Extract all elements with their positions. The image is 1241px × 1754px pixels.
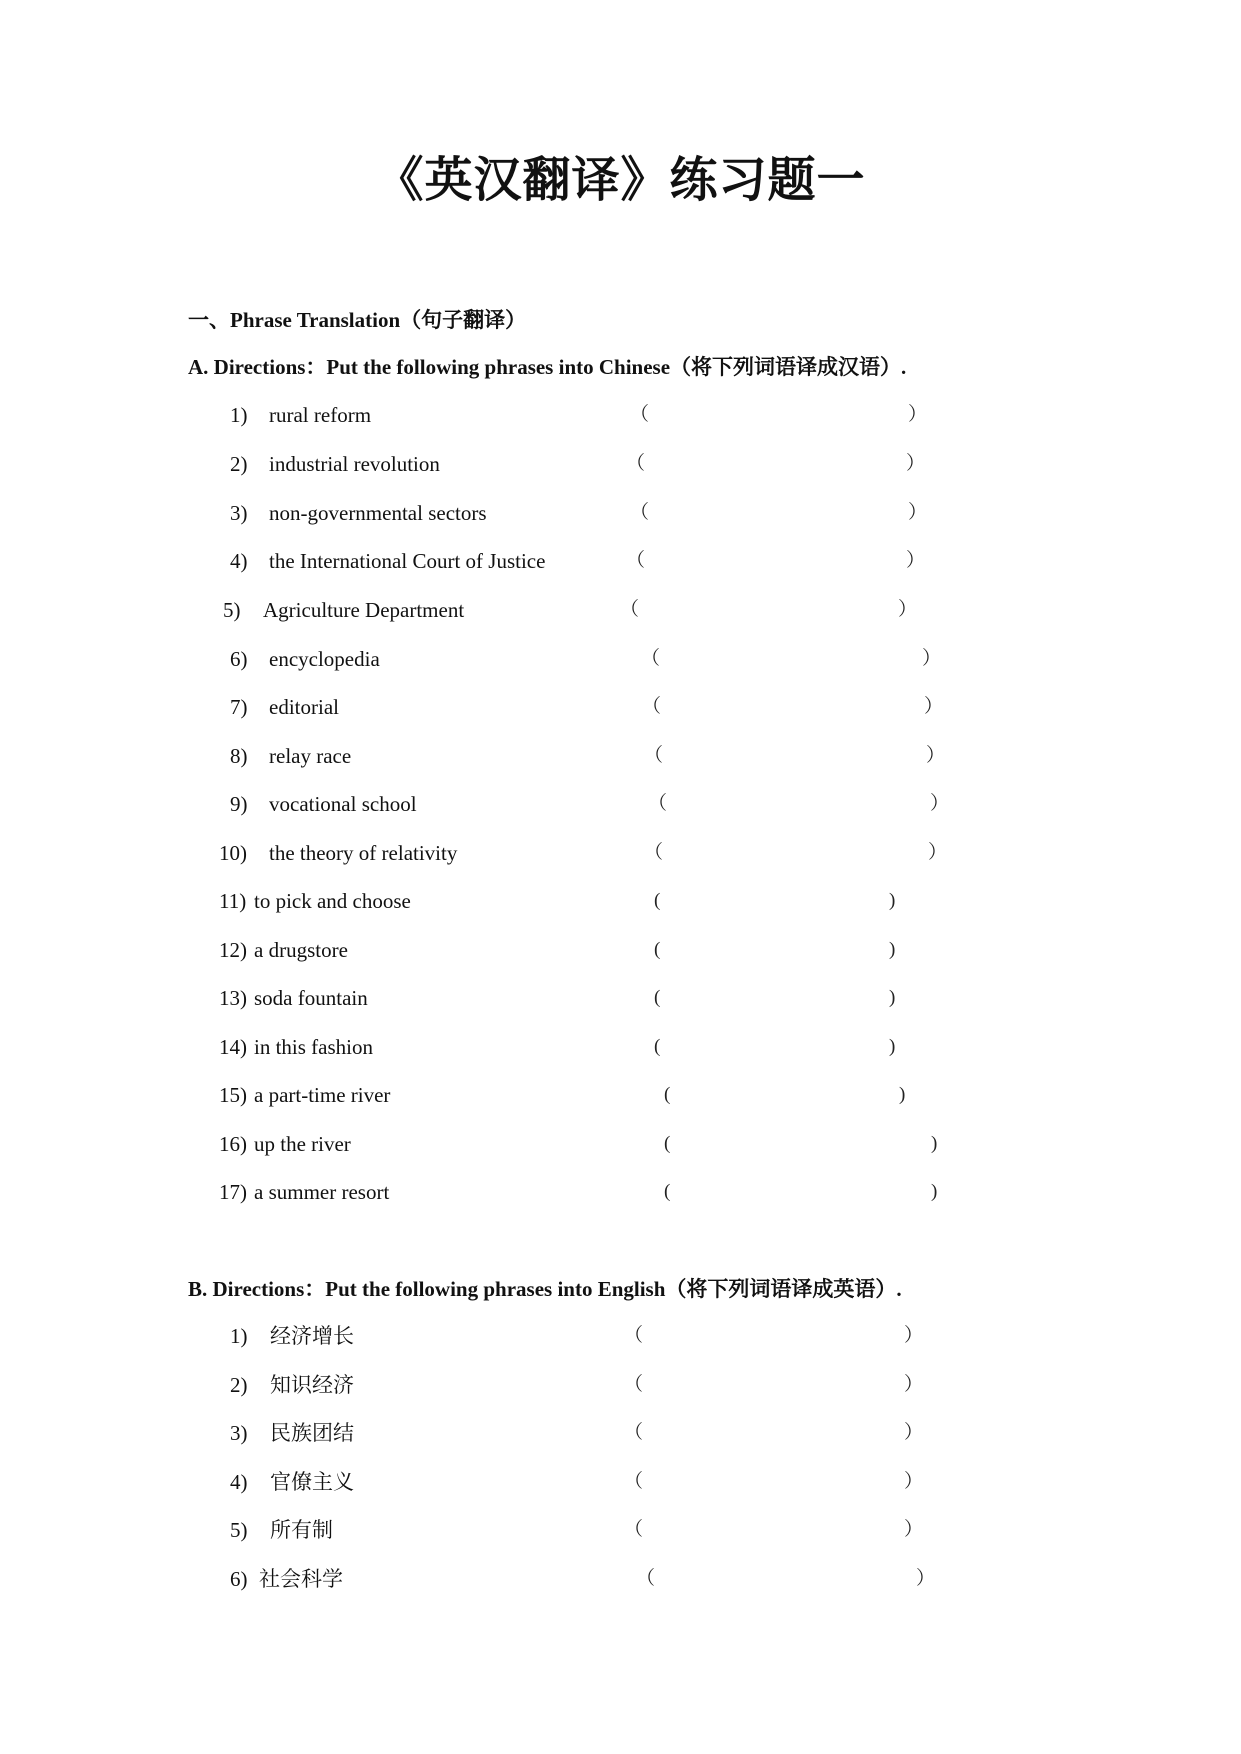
answer-close-paren: ）	[904, 1471, 924, 1492]
item-phrase: encyclopedia	[269, 647, 380, 671]
item-number: 7)	[230, 695, 248, 719]
item-number: 14)	[219, 1035, 247, 1059]
answer-open-paren: (	[664, 1133, 671, 1154]
answer-open-paren: （	[624, 1471, 644, 1492]
answer-close-paren: ）	[908, 404, 928, 425]
answer-open-paren: （	[626, 550, 646, 571]
item-number: 4)	[230, 1470, 248, 1494]
answer-open-paren: （	[620, 599, 640, 620]
answer-close-paren: )	[889, 939, 896, 960]
answer-open-paren: (	[654, 939, 661, 960]
answer-open-paren: （	[636, 1568, 656, 1589]
answer-close-paren: ）	[916, 1568, 936, 1589]
item-number: 2)	[230, 1373, 248, 1397]
answer-open-paren: （	[624, 1325, 644, 1346]
document-title: 《英汉翻译》练习题一	[375, 152, 866, 208]
item-phrase: 经济增长	[270, 1324, 354, 1348]
answer-close-paren: ）	[930, 793, 950, 814]
answer-open-paren: （	[626, 453, 646, 474]
answer-open-paren: （	[624, 1422, 644, 1443]
item-phrase: industrial revolution	[269, 452, 440, 476]
item-number: 8)	[230, 744, 248, 768]
answer-close-paren: ）	[928, 842, 948, 863]
item-phrase: rural reform	[269, 403, 372, 427]
answer-close-paren: ）	[906, 550, 926, 571]
item-phrase: up the river	[254, 1132, 351, 1156]
item-number: 1)	[230, 1324, 248, 1348]
answer-open-paren: （	[624, 1519, 644, 1540]
answer-open-paren: (	[664, 1181, 671, 1202]
answer-open-paren: (	[654, 987, 661, 1008]
item-number: 13)	[219, 986, 247, 1010]
item-phrase: 所有制	[270, 1518, 333, 1542]
item-phrase: a summer resort	[254, 1180, 390, 1204]
answer-open-paren: （	[644, 842, 664, 863]
item-number: 5)	[223, 598, 241, 622]
item-number: 2)	[230, 452, 248, 476]
item-number: 4)	[230, 549, 248, 573]
answer-open-paren: (	[664, 1084, 671, 1105]
item-number: 9)	[230, 792, 248, 816]
item-number: 12)	[219, 938, 247, 962]
item-phrase: 知识经济	[270, 1373, 354, 1397]
answer-close-paren: ）	[906, 453, 926, 474]
item-phrase: Agriculture Department	[263, 598, 465, 622]
answer-close-paren: ）	[904, 1519, 924, 1540]
answer-close-paren: )	[931, 1133, 938, 1154]
item-number: 5)	[230, 1518, 248, 1542]
part-b-directions: B. Directions：Put the following phrases into English（将下列词语译成英语）.	[188, 1277, 902, 1301]
answer-open-paren: （	[641, 648, 661, 669]
item-phrase: a drugstore	[254, 938, 348, 962]
item-phrase: 民族团结	[270, 1421, 354, 1445]
item-phrase: 社会科学	[259, 1567, 343, 1591]
answer-close-paren: ）	[904, 1325, 924, 1346]
item-number: 6)	[230, 647, 248, 671]
answer-close-paren: ）	[904, 1422, 924, 1443]
item-phrase: editorial	[269, 695, 339, 719]
answer-open-paren: (	[654, 890, 661, 911]
answer-open-paren: （	[642, 696, 662, 717]
item-phrase: 官僚主义	[270, 1470, 354, 1494]
item-number: 6)	[230, 1567, 248, 1591]
answer-open-paren: （	[644, 745, 664, 766]
item-number: 16)	[219, 1132, 247, 1156]
item-phrase: to pick and choose	[254, 889, 411, 913]
item-number: 11)	[219, 889, 247, 913]
item-number: 1)	[230, 403, 248, 427]
answer-close-paren: )	[889, 1036, 896, 1057]
answer-close-paren: ）	[926, 745, 946, 766]
answer-open-paren: （	[630, 502, 650, 523]
item-phrase: in this fashion	[254, 1035, 373, 1059]
section-heading-phrase-translation: 一、Phrase Translation（句子翻译）	[188, 308, 527, 332]
item-phrase: a part-time river	[254, 1083, 391, 1107]
item-phrase: soda fountain	[254, 986, 368, 1010]
answer-close-paren: ）	[922, 648, 942, 669]
answer-close-paren: ）	[924, 696, 944, 717]
item-number: 3)	[230, 1421, 248, 1445]
answer-close-paren: )	[899, 1084, 906, 1105]
item-number: 3)	[230, 501, 248, 525]
item-phrase: the International Court of Justice	[269, 549, 546, 573]
answer-open-paren: （	[624, 1374, 644, 1395]
answer-open-paren: （	[630, 404, 650, 425]
item-number: 15)	[219, 1083, 247, 1107]
item-phrase: relay race	[269, 744, 352, 768]
answer-close-paren: ）	[898, 599, 918, 620]
item-number: 10)	[219, 841, 247, 865]
item-phrase: the theory of relativity	[269, 841, 458, 865]
item-phrase: vocational school	[269, 792, 417, 816]
answer-close-paren: )	[931, 1181, 938, 1202]
answer-close-paren: )	[889, 987, 896, 1008]
answer-close-paren: ）	[908, 502, 928, 523]
item-phrase: non-governmental sectors	[269, 501, 487, 525]
answer-close-paren: ）	[904, 1374, 924, 1395]
answer-open-paren: （	[648, 793, 668, 814]
answer-close-paren: )	[889, 890, 896, 911]
item-number: 17)	[219, 1180, 247, 1204]
answer-open-paren: (	[654, 1036, 661, 1057]
part-a-directions: A. Directions：Put the following phrases into Chinese（将下列词语译成汉语）.	[188, 355, 907, 379]
